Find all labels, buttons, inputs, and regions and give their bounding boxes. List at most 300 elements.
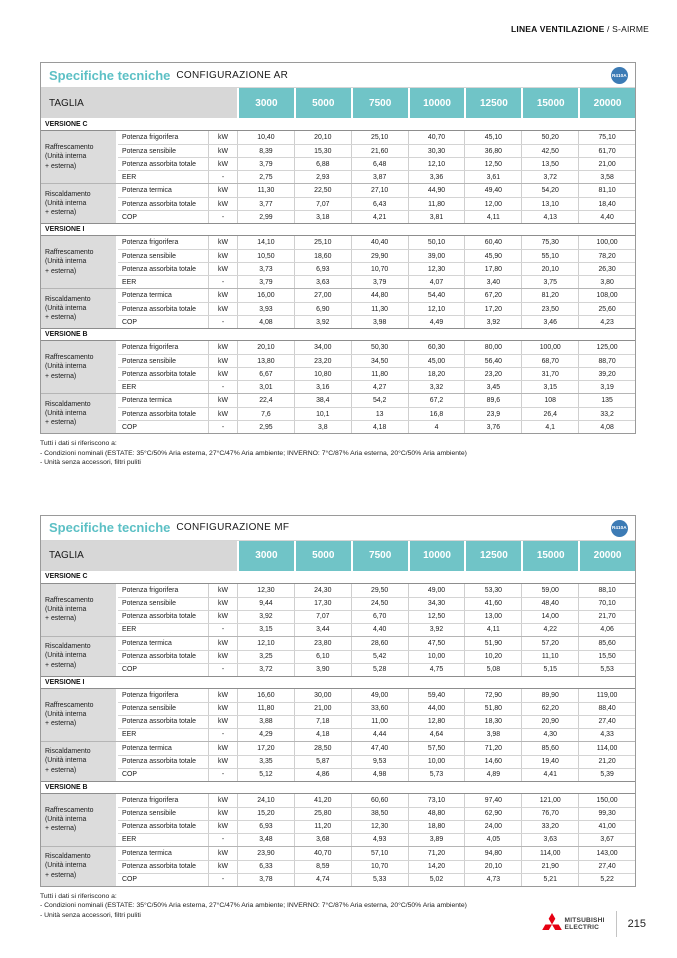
- value-cell: 3,92: [464, 316, 521, 328]
- unit-label: -: [208, 171, 237, 183]
- value-cell: 4,40: [351, 624, 408, 636]
- group-label-line: (Unità interna: [45, 409, 87, 417]
- value-cell: 3,79: [237, 158, 294, 170]
- group-label-line: Raffrescamento: [45, 596, 94, 604]
- table-note-line: - Unità senza accessori, filtri puliti: [40, 911, 141, 919]
- unit-label: -: [208, 276, 237, 288]
- group-label-line: Riscaldamento: [45, 295, 91, 303]
- spec-rows: [118, 847, 635, 886]
- property-label: Potenza assorbita totale: [122, 410, 196, 418]
- value-cell: 3,78: [237, 874, 294, 886]
- value-cell: 3,46: [521, 316, 578, 328]
- value-cell: 6,93: [237, 821, 294, 833]
- value-cell: 45,90: [464, 250, 521, 262]
- value-cell: 34,00: [294, 341, 351, 354]
- value-cell: 62,20: [521, 703, 578, 715]
- value-cell: 4,08: [578, 421, 635, 433]
- table-row: [118, 689, 635, 702]
- value-cell: 8,39: [237, 145, 294, 157]
- table-row: [118, 210, 635, 223]
- value-cell: 6,48: [351, 158, 408, 170]
- value-cell: 12,50: [408, 611, 465, 623]
- value-cell: 114,00: [521, 847, 578, 860]
- unit-label: kW: [208, 289, 237, 302]
- value-cell: 67,20: [464, 289, 521, 302]
- value-cell: 55,10: [521, 250, 578, 262]
- unit-label: kW: [208, 703, 237, 715]
- value-cell: 3,81: [408, 211, 465, 223]
- value-cell: 33,60: [351, 703, 408, 715]
- group-label-line: Riscaldamento: [45, 643, 91, 651]
- value-cell: 125,00: [578, 341, 635, 354]
- value-cell: 143,00: [578, 847, 635, 860]
- value-cell: 89,90: [521, 689, 578, 702]
- value-cell: 3,25: [237, 651, 294, 663]
- table-title-row: [41, 516, 635, 541]
- taglia-row: [41, 541, 635, 571]
- table-row: [118, 170, 635, 183]
- brand-logo: [542, 913, 605, 935]
- value-cell: 49,40: [464, 184, 521, 197]
- value-cell: 16,8: [408, 408, 465, 420]
- table-row: [118, 794, 635, 807]
- value-cell: 2,93: [294, 171, 351, 183]
- unit-label: kW: [208, 861, 237, 873]
- property-label: Potenza assorbita totale: [122, 613, 196, 621]
- property-label: Potenza sensibile: [122, 810, 177, 818]
- property-label: COP: [122, 876, 137, 884]
- value-cell: 3,67: [578, 834, 635, 846]
- value-cell: 27,40: [578, 716, 635, 728]
- property-label: Potenza assorbita totale: [122, 370, 196, 378]
- value-cell: 3,18: [294, 211, 351, 223]
- value-cell: 20,10: [521, 263, 578, 275]
- spec-group: [41, 393, 635, 433]
- brand-line-2: ELECTRIC: [564, 923, 600, 931]
- value-cell: 20,10: [464, 861, 521, 873]
- value-cell: 40,70: [294, 847, 351, 860]
- value-cell: 3,40: [464, 276, 521, 288]
- value-cell: 41,20: [294, 794, 351, 807]
- value-cell: 45,10: [464, 131, 521, 144]
- spec-rows: [118, 689, 635, 741]
- group-label-line: (Unità interna: [45, 199, 87, 207]
- table-row: [118, 637, 635, 650]
- unit-label: -: [208, 729, 237, 741]
- version-section-header: VERSIONE C: [41, 571, 635, 584]
- value-cell: 4,93: [351, 834, 408, 846]
- value-cell: 26,4: [521, 408, 578, 420]
- property-label: Potenza assorbita totale: [122, 718, 196, 726]
- value-cell: 3,32: [408, 381, 465, 393]
- value-cell: 50,20: [521, 131, 578, 144]
- value-cell: 12,30: [237, 584, 294, 597]
- spec-rows: [118, 236, 635, 288]
- group-label-line: Raffrescamento: [45, 144, 94, 152]
- spec-rows: [118, 341, 635, 393]
- refrigerant-badge: [611, 520, 628, 537]
- value-cell: 108: [521, 394, 578, 407]
- value-cell: 4,21: [351, 211, 408, 223]
- value-cell: 13,80: [237, 355, 294, 367]
- group-label-line: Riscaldamento: [45, 190, 91, 198]
- value-cell: 21,20: [578, 756, 635, 768]
- table-note-line: Tutti i dati si riferiscono a:: [40, 440, 117, 447]
- value-cell: 38,50: [351, 808, 408, 820]
- table-row: [118, 623, 635, 636]
- table-row: [118, 420, 635, 433]
- value-cell: 59,00: [521, 584, 578, 597]
- value-cell: 3,61: [464, 171, 521, 183]
- unit-label: kW: [208, 716, 237, 728]
- value-cell: 10,80: [294, 368, 351, 380]
- property-label: Potenza frigorifera: [122, 691, 179, 699]
- unit-label: -: [208, 874, 237, 886]
- value-cell: 23,90: [237, 847, 294, 860]
- value-cell: 34,50: [351, 355, 408, 367]
- value-cell: 3,98: [464, 729, 521, 741]
- group-label: [41, 184, 118, 223]
- value-cell: 3,89: [408, 834, 465, 846]
- value-cell: 14,00: [521, 611, 578, 623]
- unit-label: kW: [208, 821, 237, 833]
- value-cell: 6,88: [294, 158, 351, 170]
- group-label-line: + esterna): [45, 162, 77, 170]
- value-cell: 9,53: [351, 756, 408, 768]
- group-label-line: + esterna): [45, 766, 77, 774]
- value-cell: 13: [351, 408, 408, 420]
- table-block-ar: [40, 62, 636, 468]
- running-header-product: / S-AIRME: [604, 24, 649, 34]
- value-cell: 24,00: [464, 821, 521, 833]
- value-cell: 100,00: [521, 341, 578, 354]
- value-cell: 3,63: [294, 276, 351, 288]
- table-row: [118, 597, 635, 610]
- value-cell: 3,72: [521, 171, 578, 183]
- value-cell: 85,60: [578, 637, 635, 650]
- value-cell: 97,40: [464, 794, 521, 807]
- value-cell: 14,60: [464, 756, 521, 768]
- value-cell: 3,87: [351, 171, 408, 183]
- value-cell: 121,00: [521, 794, 578, 807]
- value-cell: 4,49: [408, 316, 465, 328]
- table-row: [118, 341, 635, 354]
- spec-group: [41, 288, 635, 328]
- table-row: [118, 302, 635, 315]
- brand-line-1: MITSUBISHI: [564, 916, 605, 924]
- table-row: [118, 157, 635, 170]
- group-label-line: + esterna): [45, 419, 77, 427]
- value-cell: 67,2: [408, 394, 465, 407]
- table-row: [118, 702, 635, 715]
- value-cell: 75,10: [578, 131, 635, 144]
- version-section-header: VERSIONE B: [41, 328, 635, 341]
- table-title: Specifiche tecniche: [49, 520, 171, 536]
- unit-label: -: [208, 834, 237, 846]
- value-cell: 114,00: [578, 742, 635, 755]
- spec-group: [41, 341, 635, 393]
- value-cell: 4,27: [351, 381, 408, 393]
- value-cell: 31,70: [521, 368, 578, 380]
- value-cell: 4,44: [351, 729, 408, 741]
- value-cell: 23,20: [464, 368, 521, 380]
- value-cell: 57,10: [351, 847, 408, 860]
- value-cell: 40,40: [351, 236, 408, 249]
- taglia-label: TAGLIA: [41, 88, 237, 118]
- size-column-header: 3000: [237, 541, 294, 571]
- spec-table-ar: [40, 62, 636, 434]
- property-label: EER: [122, 731, 137, 739]
- value-cell: 3,8: [294, 421, 351, 433]
- value-cell: 4,41: [521, 769, 578, 781]
- unit-label: kW: [208, 145, 237, 157]
- property-label: Potenza sensibile: [122, 147, 177, 155]
- value-cell: 2,75: [237, 171, 294, 183]
- table-notes-ar: [40, 439, 636, 468]
- value-cell: 60,60: [351, 794, 408, 807]
- value-cell: 18,30: [464, 716, 521, 728]
- value-cell: 5,21: [521, 874, 578, 886]
- value-cell: 57,50: [408, 742, 465, 755]
- group-label-line: (Unità interna: [45, 652, 87, 660]
- group-label-line: (Unità interna: [45, 710, 87, 718]
- group-label-line: Raffrescamento: [45, 249, 94, 257]
- table-row: [118, 275, 635, 288]
- value-cell: 16,00: [237, 289, 294, 302]
- value-cell: 88,40: [578, 703, 635, 715]
- unit-label: kW: [208, 131, 237, 144]
- property-label: Potenza sensibile: [122, 252, 177, 260]
- property-label: COP: [122, 666, 137, 674]
- size-column-header: 10000: [408, 88, 465, 118]
- property-label: Potenza termica: [122, 744, 172, 752]
- value-cell: 4,18: [351, 421, 408, 433]
- table-row: [118, 367, 635, 380]
- value-cell: 4,89: [464, 769, 521, 781]
- value-cell: 7,07: [294, 198, 351, 210]
- spec-group: [41, 689, 635, 741]
- value-cell: 99,30: [578, 808, 635, 820]
- table-row: [118, 584, 635, 597]
- value-cell: 3,15: [237, 624, 294, 636]
- value-cell: 4,74: [294, 874, 351, 886]
- table-row: [118, 289, 635, 302]
- value-cell: 22,4: [237, 394, 294, 407]
- value-cell: 50,10: [408, 236, 465, 249]
- value-cell: 23,9: [464, 408, 521, 420]
- value-cell: 5,12: [237, 769, 294, 781]
- value-cell: 36,80: [464, 145, 521, 157]
- spec-rows: [118, 289, 635, 328]
- unit-label: -: [208, 664, 237, 676]
- table-title-row: [41, 63, 635, 88]
- value-cell: 10,1: [294, 408, 351, 420]
- value-cell: 11,80: [351, 368, 408, 380]
- property-label: EER: [122, 278, 137, 286]
- unit-label: kW: [208, 756, 237, 768]
- table-row: [118, 131, 635, 144]
- group-label-line: Riscaldamento: [45, 400, 91, 408]
- value-cell: 4,13: [521, 211, 578, 223]
- value-cell: 22,50: [294, 184, 351, 197]
- table-row: [118, 663, 635, 676]
- unit-label: kW: [208, 184, 237, 197]
- table-row: [118, 715, 635, 728]
- group-label-line: Raffrescamento: [45, 701, 94, 709]
- spec-group: [41, 236, 635, 288]
- value-cell: 21,90: [521, 861, 578, 873]
- value-cell: 25,10: [294, 236, 351, 249]
- value-cell: 4,98: [351, 769, 408, 781]
- value-cell: 23,50: [521, 303, 578, 315]
- value-cell: 10,40: [237, 131, 294, 144]
- refrigerant-badge-label: R410A: [612, 73, 627, 78]
- table-row: [118, 236, 635, 249]
- group-label-line: + esterna): [45, 720, 77, 728]
- size-column-header: 12500: [464, 88, 521, 118]
- spec-group: [41, 636, 635, 676]
- value-cell: 14,20: [408, 861, 465, 873]
- size-column-header: 15000: [521, 541, 578, 571]
- value-cell: 15,30: [294, 145, 351, 157]
- value-cell: 3,77: [237, 198, 294, 210]
- value-cell: 6,33: [237, 861, 294, 873]
- value-cell: 5,08: [464, 664, 521, 676]
- value-cell: 7,18: [294, 716, 351, 728]
- value-cell: 7,6: [237, 408, 294, 420]
- value-cell: 71,20: [464, 742, 521, 755]
- unit-label: kW: [208, 794, 237, 807]
- value-cell: 21,00: [294, 703, 351, 715]
- table-row: [118, 197, 635, 210]
- value-cell: 3,93: [237, 303, 294, 315]
- value-cell: 19,40: [521, 756, 578, 768]
- value-cell: 44,90: [408, 184, 465, 197]
- table-note-line: - Condizioni nominali (ESTATE: 35°C/50% Aria esterna, 27°C/47% Aria ambiente; INVERNO: 7°C/87% Aria esterna, 20°C/50% Aria ambiente): [40, 449, 467, 457]
- value-cell: 4,07: [408, 276, 465, 288]
- version-section-header: VERSIONE C: [41, 118, 635, 131]
- table-note-line: - Condizioni nominali (ESTATE: 35°C/50% Aria esterna, 27°C/47% Aria ambiente; INVERNO: 7°C/87% Aria esterna, 20°C/50% Aria ambiente): [40, 902, 467, 910]
- value-cell: 25,60: [578, 303, 635, 315]
- value-cell: 51,90: [464, 637, 521, 650]
- group-label-line: + esterna): [45, 615, 77, 623]
- value-cell: 39,00: [408, 250, 465, 262]
- value-cell: 80,00: [464, 341, 521, 354]
- value-cell: 33,2: [578, 408, 635, 420]
- value-cell: 60,30: [408, 341, 465, 354]
- value-cell: 6,93: [294, 263, 351, 275]
- value-cell: 54,20: [521, 184, 578, 197]
- size-column-header: 10000: [408, 541, 465, 571]
- unit-label: -: [208, 421, 237, 433]
- group-label-line: + esterna): [45, 825, 77, 833]
- value-cell: 11,80: [237, 703, 294, 715]
- group-label: [41, 584, 118, 636]
- value-cell: 5,42: [351, 651, 408, 663]
- table-row: [118, 650, 635, 663]
- table-row: [118, 768, 635, 781]
- value-cell: 49,00: [351, 689, 408, 702]
- property-label: Potenza termica: [122, 397, 172, 404]
- value-cell: 10,00: [408, 651, 465, 663]
- unit-label: kW: [208, 584, 237, 597]
- unit-label: kW: [208, 355, 237, 367]
- value-cell: 68,70: [521, 355, 578, 367]
- property-label: COP: [122, 213, 137, 221]
- unit-label: kW: [208, 250, 237, 262]
- value-cell: 13,10: [521, 198, 578, 210]
- property-label: Potenza assorbita totale: [122, 305, 196, 313]
- value-cell: 11,10: [521, 651, 578, 663]
- value-cell: 47,40: [351, 742, 408, 755]
- group-label: [41, 847, 118, 886]
- value-cell: 73,10: [408, 794, 465, 807]
- spec-rows: [118, 794, 635, 846]
- group-label-line: (Unità interna: [45, 815, 87, 823]
- size-column-header: 5000: [294, 541, 351, 571]
- version-section-header: VERSIONE I: [41, 223, 635, 236]
- value-cell: 16,60: [237, 689, 294, 702]
- value-cell: 4,75: [408, 664, 465, 676]
- value-cell: 17,30: [294, 598, 351, 610]
- property-label: COP: [122, 423, 137, 431]
- property-label: Potenza frigorifera: [122, 134, 179, 141]
- group-label-line: + esterna): [45, 661, 77, 669]
- value-cell: 29,50: [351, 584, 408, 597]
- value-cell: 89,6: [464, 394, 521, 407]
- value-cell: 39,20: [578, 368, 635, 380]
- group-label-line: + esterna): [45, 267, 77, 275]
- value-cell: 9,44: [237, 598, 294, 610]
- value-cell: 10,50: [237, 250, 294, 262]
- value-cell: 4,05: [464, 834, 521, 846]
- unit-label: kW: [208, 236, 237, 249]
- property-label: Potenza assorbita totale: [122, 653, 196, 661]
- value-cell: 21,00: [578, 158, 635, 170]
- table-title: Specifiche tecniche: [49, 67, 171, 83]
- value-cell: 150,00: [578, 794, 635, 807]
- page-footer: [542, 911, 646, 937]
- value-cell: 3,68: [294, 834, 351, 846]
- property-label: Potenza sensibile: [122, 705, 177, 713]
- group-label: [41, 289, 118, 328]
- mitsubishi-diamonds-icon: [542, 913, 562, 935]
- value-cell: 10,20: [464, 651, 521, 663]
- value-cell: 3,72: [237, 664, 294, 676]
- size-column-header: 7500: [351, 541, 408, 571]
- group-label: [41, 394, 118, 433]
- value-cell: 3,58: [578, 171, 635, 183]
- property-label: Potenza frigorifera: [122, 586, 179, 594]
- version-section-header: VERSIONE B: [41, 781, 635, 794]
- value-cell: 78,20: [578, 250, 635, 262]
- value-cell: 3,44: [294, 624, 351, 636]
- group-label-line: (Unità interna: [45, 363, 87, 371]
- value-cell: 61,70: [578, 145, 635, 157]
- footer-divider: [616, 911, 617, 937]
- group-label: [41, 236, 118, 288]
- refrigerant-badge: [611, 67, 628, 84]
- value-cell: 3,45: [464, 381, 521, 393]
- value-cell: 33,20: [521, 821, 578, 833]
- size-column-header: 12500: [464, 541, 521, 571]
- value-cell: 44,80: [351, 289, 408, 302]
- group-label-line: (Unità interna: [45, 605, 87, 613]
- value-cell: 17,20: [464, 303, 521, 315]
- spec-group: [41, 183, 635, 223]
- value-cell: 6,67: [237, 368, 294, 380]
- value-cell: 135: [578, 394, 635, 407]
